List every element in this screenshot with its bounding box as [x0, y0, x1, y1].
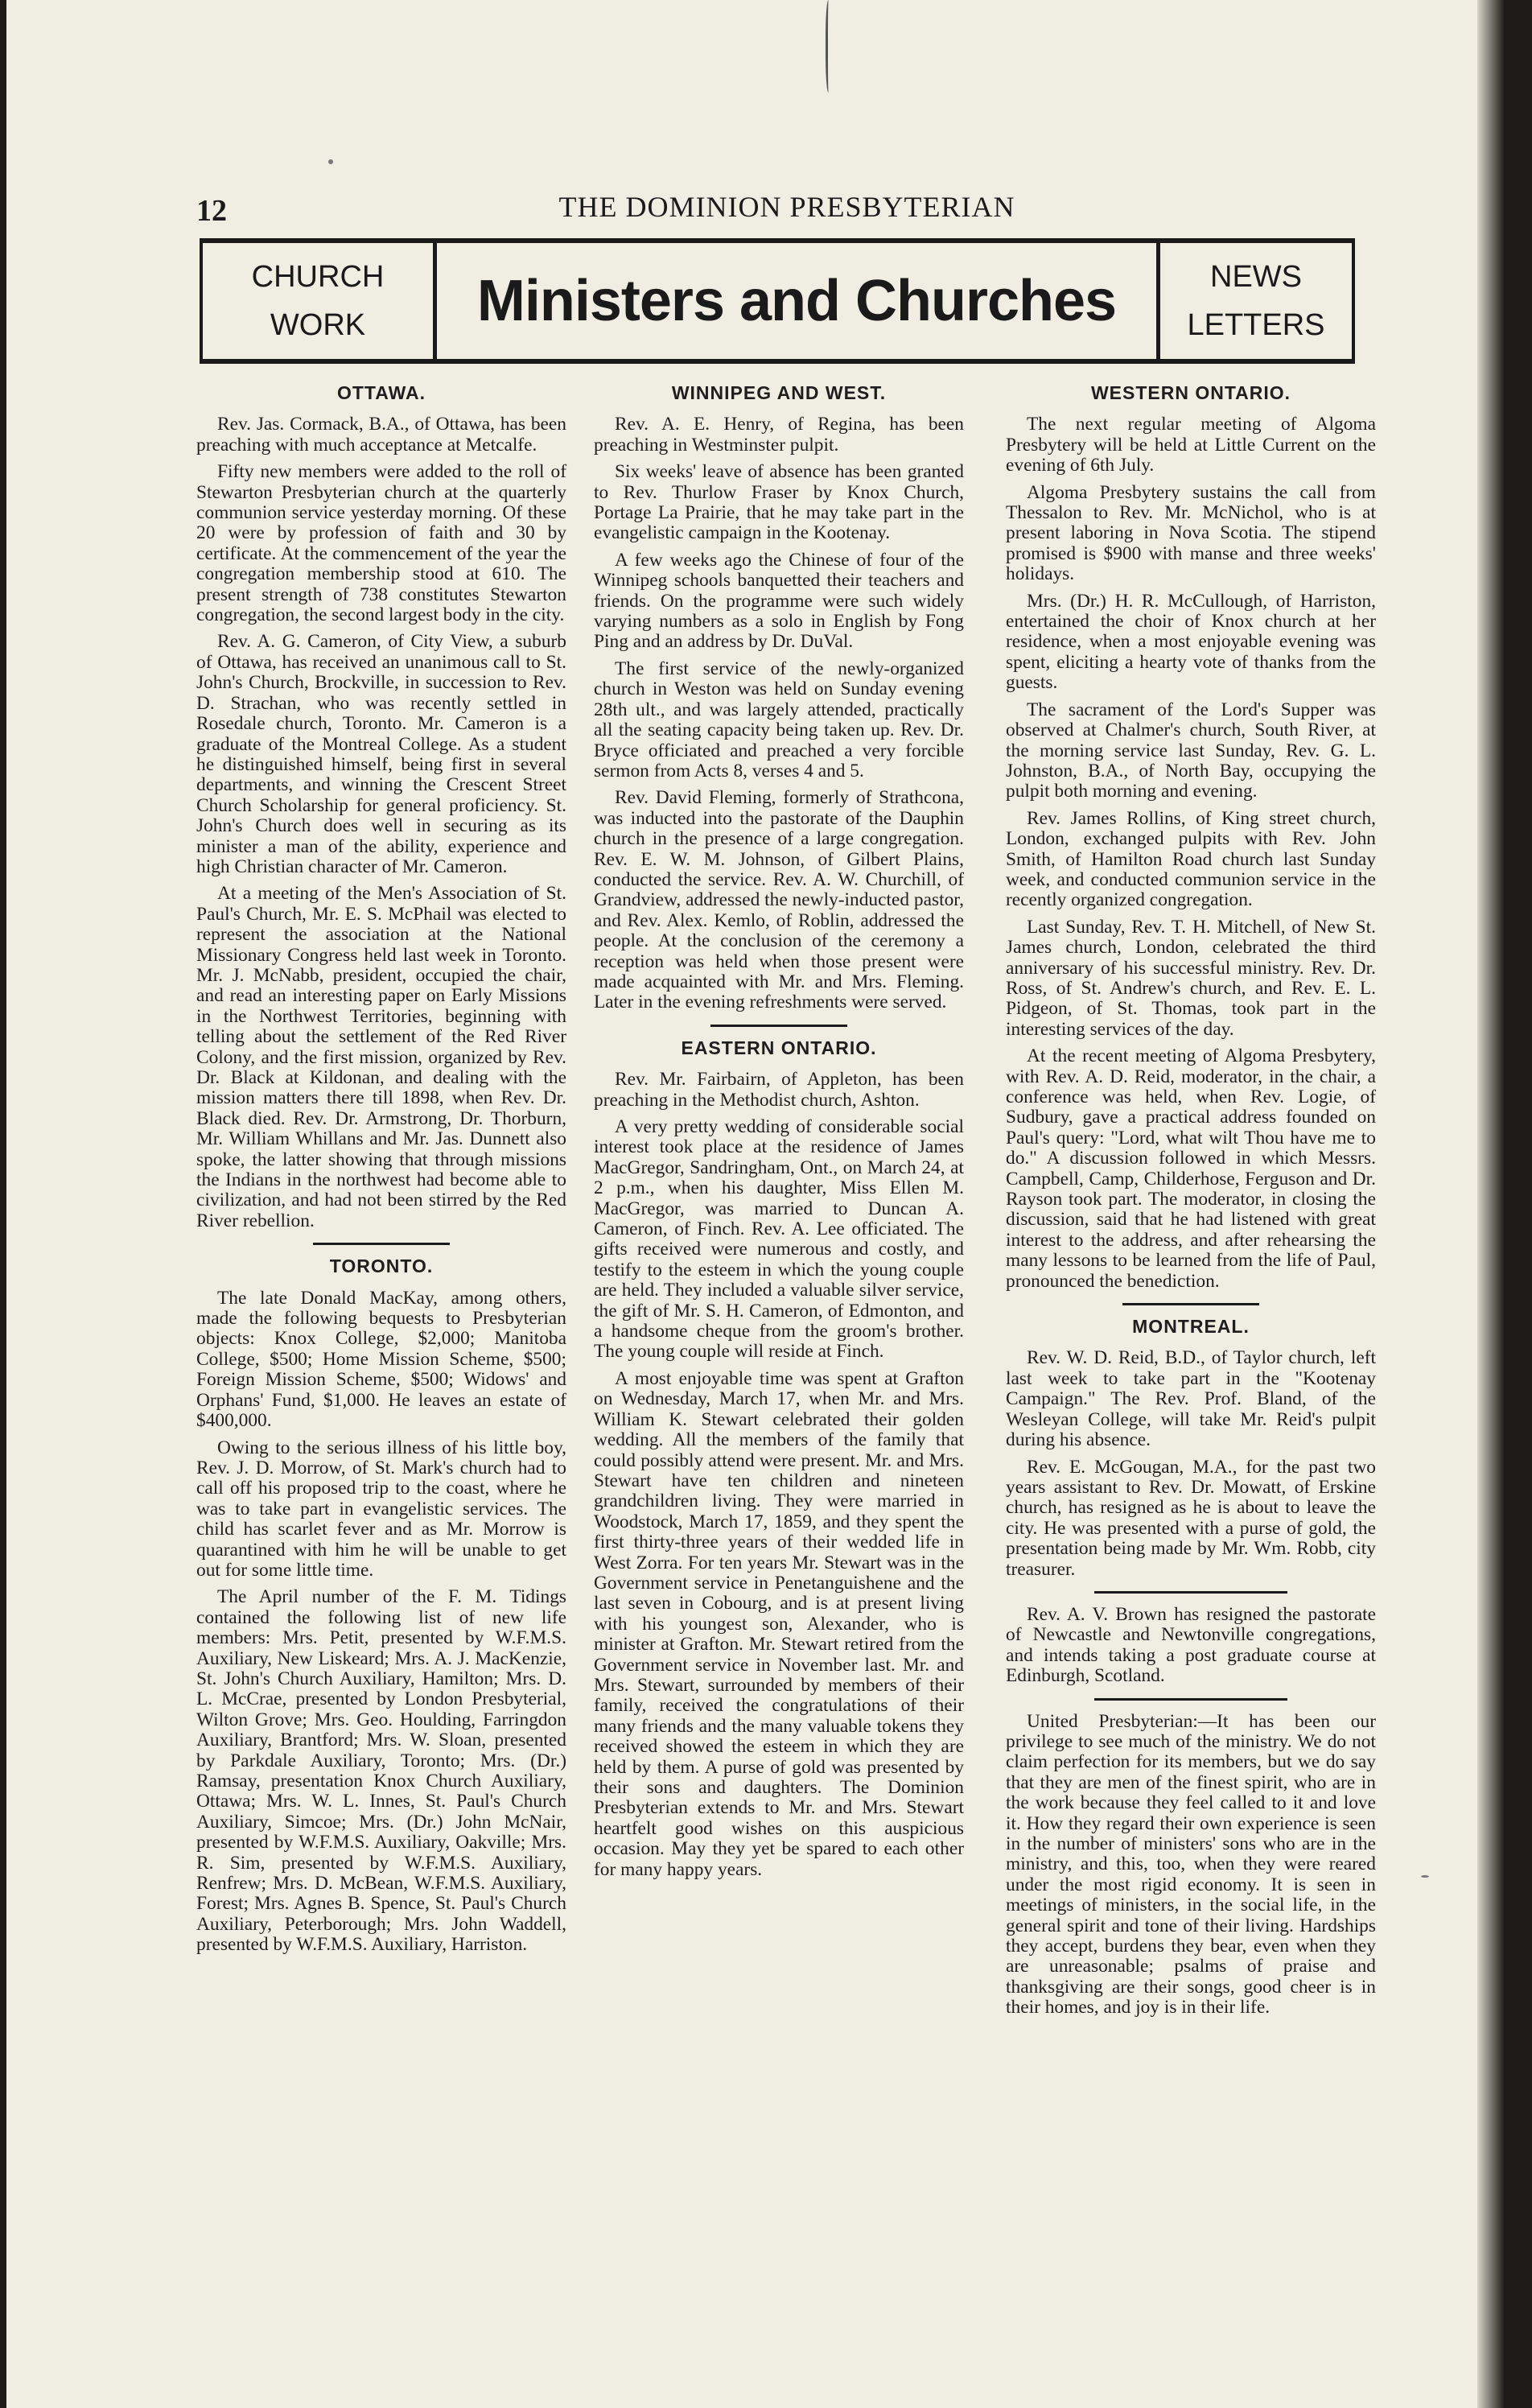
ink-speck — [328, 159, 333, 164]
article-paragraph: A few weeks ago the Chinese of four of the Winnipeg schools banquetted their teachers and friends. On the programme were such widely varying numbers as a solo in English by Fong Ping and an address by Dr. DuVal. — [594, 549, 964, 653]
article-paragraph: Rev. James Rollins, of King street church, London, exchanged pulpits with Rev. John Smith, of Hamilton Road church last Sunday week, and conducted communion service in the recently organized congregation. — [1006, 807, 1376, 911]
ink-speck — [1421, 1875, 1429, 1878]
banner-left-line1: CHURCH — [251, 260, 385, 294]
article-paragraph: Rev. E. McGougan, M.A., for the past two years assistant to Rev. Dr. Mowatt, of Erskine church, has resigned as he is about to leave the city. He was presented with a purse of gold, the presentation being made by Mr. Wm. Robb, city treasurer. — [1006, 1456, 1376, 1580]
banner-right-line1: NEWS — [1210, 260, 1302, 294]
banner-title: Ministers and Churches — [476, 269, 1117, 333]
section-heading: EASTERN ONTARIO. — [681, 1037, 877, 1058]
banner-left-box — [203, 243, 437, 359]
column-3 — [1006, 378, 1376, 2025]
article-paragraph: The next regular meeting of Algoma Presbytery will be held at Little Current on the evening of 6th July. — [1006, 414, 1376, 476]
page-fold-mark — [826, 0, 833, 93]
section-banner — [200, 238, 1355, 364]
article-paragraph: The late Donald MacKay, among others, made the following bequests to Presbyterian objects: Knox College, $2,000; Manitoba College, $500; Home Mission Scheme, $500; Foreign Mission Scheme, $500; Widows' and Orphans' Fund, $1,000. He leaves an estate of $400,000. — [196, 1287, 566, 1432]
page-number: 12 — [196, 194, 227, 228]
article-paragraph: The April number of the F. M. Tidings contained the following list of new life members: Mrs. Petit, presented by W.F.M.S. Auxiliary, New Liskeard; Mrs. A. J. MacKenzie, St. John's Church Auxiliary, Hamilton; Mrs. D. L. McCrae, presented by London Presbyterial, Wilton Grove; Mrs. Geo. Houlding, Farringdon Auxiliary, Brantford; Mrs. W. Sloan, presented by Parkdale Auxiliary, Toronto; Mrs. (Dr.) Ramsay, presentation Knox Church Auxiliary, Ottawa; Mrs. W. L. Innes, St. Paul's Church Auxiliary, Simcoe; Mrs. (Dr.) John McNair, presented by W.F.M.S. Auxiliary, Oakville; Mrs. R. Sim, presented by W.F.M.S. Auxiliary, Renfrew; Mrs. D. McBean, W.F.M.S. Auxiliary, Forest; Mrs. Agnes B. Spence, St. Paul's Church Auxiliary, Peterborough; Mrs. John Waddell, presented by W.F.M.S. Auxiliary, Harriston. — [196, 1586, 566, 1956]
article-paragraph: Last Sunday, Rev. T. H. Mitchell, of New St. James church, London, celebrated the third anniversary of his successful ministry. Rev. Dr. Ross, of St. Andrew's church, and Rev. E. L. Pidgeon, of St. Thomas, took part in the interesting services of the day. — [1006, 916, 1376, 1040]
section-divider — [313, 1243, 450, 1245]
article-paragraph: Rev. W. D. Reid, B.D., of Taylor church, left last week to take part in the "Kootenay Campaign." The Rev. Prof. Bland, of the Wesleyan College, will take Mr. Reid's pulpit during his absence. — [1006, 1347, 1376, 1451]
article-paragraph: Algoma Presbytery sustains the call from Thessalon to Rev. Mr. McNichol, who is at present laboring in Nova Scotia. The stipend promised is $900 with manse and three weeks' holidays. — [1006, 481, 1376, 585]
section-divider — [710, 1025, 847, 1027]
article-paragraph: Rev. A. V. Brown has resigned the pastorate of Newcastle and Newtonville congregations, and intends taking a post graduate course at Edinburgh, Scotland. — [1006, 1603, 1376, 1687]
banner-left-line2: WORK — [270, 308, 366, 342]
section-divider — [1094, 1591, 1287, 1594]
section-divider — [1094, 1698, 1287, 1701]
article-paragraph: A very pretty wedding of considerable social interest took place at the residence of James MacGregor, Sandringham, Ont., on March 24, at 2 p.m., when his daughter, Miss Ellen M. MacGregor, was married to Duncan A. Cameron, of Finch. Rev. A. Lee officiated. The gifts received were numerous and costly, and testify to the esteem in which the young couple are held. They included a valuable silver service, the gift of Mr. S. H. Cameron, of Edmonton, and a handsome cheque from the groom's brother. The young couple will reside at Finch. — [594, 1116, 964, 1363]
article-paragraph: At a meeting of the Men's Association of St. Paul's Church, Mr. E. S. McPhail was elected to represent the association at the National Missionary Congress held last week in Toronto. Mr. J. McNabb, president, occupied the chair, and read an interesting paper on Early Missions in the Northwest Territories, beginning with telling about the settlement of the Red River Colony, and the first mission, organized by Rev. Dr. Black at Kildonan, and dealing with the mission matters there till 1898, when Rev. Dr. Black died. Rev. Dr. Armstrong, Dr. Thorburn, Mr. William Whillans and Mr. Jas. Dunnett also spoke, the latter showing that through missions the Indians in the northwest had become able to civilization, and had not been stirred by the Red River rebellion. — [196, 883, 566, 1231]
article-paragraph: United Presbyterian:—It has been our privilege to see much of the ministry. We do not claim perfection for its members, but we do say that they are men of the finest spirit, who are in the work because they feel called to it and love it. How they regard their own experience is seen in the number of ministers' sons who are in the ministry, and this, too, when they were reared under the most rigid economy. It is seen in meetings of ministers, in the social life, in the general spirit and tone of their living. Hardships they accept, burdens they bear, even when they are unreasonable; psalms of praise and thanksgiving are their songs, good cheer is in their homes, and joy is in their life. — [1006, 1710, 1376, 2018]
newspaper-page — [6, 0, 1505, 2408]
article-paragraph: Rev. David Fleming, formerly of Strathcona, was inducted into the pastorate of the Dauphin church in the presence of a large congregation. Rev. E. W. M. Johnson, of Gilbert Plains, conducted the service. Rev. A. W. Churchill, of Grandview, addressed the newly-inducted pastor, and Rev. Alex. Kemlo, of Roblin, addressed the people. At the conclusion of the ceremony a reception was held when those present were made acquainted with Mr. and Mrs. Fleming. Later in the evening refreshments were served. — [594, 787, 965, 1013]
section-heading: WESTERN ONTARIO. — [1090, 382, 1291, 403]
article-paragraph: At the recent meeting of Algoma Presbytery, with Rev. A. D. Reid, moderator, in the chair, a conference was held, when Rev. Logie, of Sudbury, gave a practical address founded on Paul's query: "Lord, what wilt Thou have me to do." A discussion followed in which Messrs. Campbell, Camp, Childerhose, Ferguson and Dr. Rayson took part. The moderator, in closing the discussion, said that he had listened with great interest to the address, and after rehearsing the many lessons to be learned from the life of Paul, pronounced the benediction. — [1006, 1045, 1376, 1292]
article-paragraph: Mrs. (Dr.) H. R. McCullough, of Harriston, entertained the choir of Knox church at her residence, when a most enjoyable evening was spent, eliciting a hearty vote of thanks from the guests. — [1006, 590, 1376, 694]
section-heading: WINNIPEG AND WEST. — [671, 382, 887, 403]
article-paragraph: Rev. A. G. Cameron, of City View, a suburb of Ottawa, has received an unanimous call to St. John's Church, Brockville, in succession to Rev. D. Strachan, who was recently settled in Rosedale church, Toronto. Mr. Cameron is a graduate of the Montreal College. As a student he distinguished himself, being first in several departments, and winning the Crescent Street Church Scholarship for general proficiency. St. John's Church does well in securing as its minister a man of the ability, experience and high Christian character of Mr. Cameron. — [196, 631, 566, 877]
page-edge-shadow — [1477, 0, 1505, 2408]
column-1 — [196, 378, 566, 1962]
banner-right-line2: LETTERS — [1187, 308, 1325, 342]
article-paragraph: Rev. Jas. Cormack, B.A., of Ottawa, has been preaching with much acceptance at Metcalfe. — [196, 414, 566, 456]
article-paragraph: The sacrament of the Lord's Supper was observed at Chalmer's church, South River, at the morning service last Sunday, Rev. G. L. Johnston, B.A., of North Bay, occupying the pulpit both morning and evening. — [1006, 699, 1376, 802]
section-heading: TORONTO. — [329, 1256, 434, 1277]
publication-title: THE DOMINION PRESBYTERIAN — [558, 191, 1015, 223]
article-paragraph: A most enjoyable time was spent at Grafton on Wednesday, March 17, when Mr. and Mrs. William K. Stewart celebrated their golden wedding. All the members of the family that could possibly attend were present. Mr. and Mrs. Stewart have ten children and nineteen grandchildren living. They were married in Woodstock, March 17, 1859, and they spent the first thirty-three years of their wedded life in West Zorra. For ten years Mr. Stewart was in the Government service in Penetanguishene and the last seven in Cobourg, and is at present living with his youngest son, Alexander, who is minister at Grafton. Mr. Stewart retired from the Government service in November last. Mr. and Mrs. Stewart, surrounded by members of their family, received the congratulations of their many friends and the many valuable tokens they received showed the esteem in which they are held by them. A purse of gold was presented by their sons and daughters. The Dominion Presbyterian extends to Mr. and Mrs. Stewart heartfelt good wishes on this auspicious occasion. May they yet be spared to each other for many happy years. — [594, 1367, 964, 1880]
article-paragraph: Six weeks' leave of absence has been granted to Rev. Thurlow Fraser by Knox Church, Portage La Prairie, that he may take part in the evangelistic campaign in the Kootenay. — [594, 461, 964, 544]
article-paragraph: The first service of the newly-organized church in Weston was held on Sunday evening 28th ult., and was largely attended, practically all the seating capacity being taken up. Rev. Dr. Bryce officiated and preached a very forcible sermon from Acts 8, verses 4 and 5. — [594, 658, 964, 781]
section-heading: MONTREAL. — [1132, 1316, 1250, 1338]
column-2 — [594, 378, 964, 1886]
article-paragraph: Rev. A. E. Henry, of Regina, has been preaching in Westminster pulpit. — [594, 414, 964, 456]
article-paragraph: Owing to the serious illness of his little boy, Rev. J. D. Morrow, of St. Mark's church had to call off his proposed trip to the coast, where he was to take part in evangelistic services. The child has scarlet fever and as Mr. Morrow is quarantined with him he will be unable to get out for some little time. — [196, 1437, 566, 1581]
article-paragraph: Rev. Mr. Fairbairn, of Appleton, has been preaching in the Methodist church, Ashton. — [594, 1069, 964, 1111]
section-heading: OTTAWA. — [336, 382, 426, 403]
banner-right-box — [1156, 243, 1352, 359]
article-paragraph: Fifty new members were added to the roll of Stewarton Presbyterian church at the quarterly communion service yesterday morning. Of these 20 were by profession of faith and 30 by certificate. At the commencement of the year the congregation membership stood at 610. The present strength of 738 constitutes Stewarton congregation, the second largest body in the city. — [196, 461, 566, 626]
section-divider — [1122, 1303, 1259, 1305]
